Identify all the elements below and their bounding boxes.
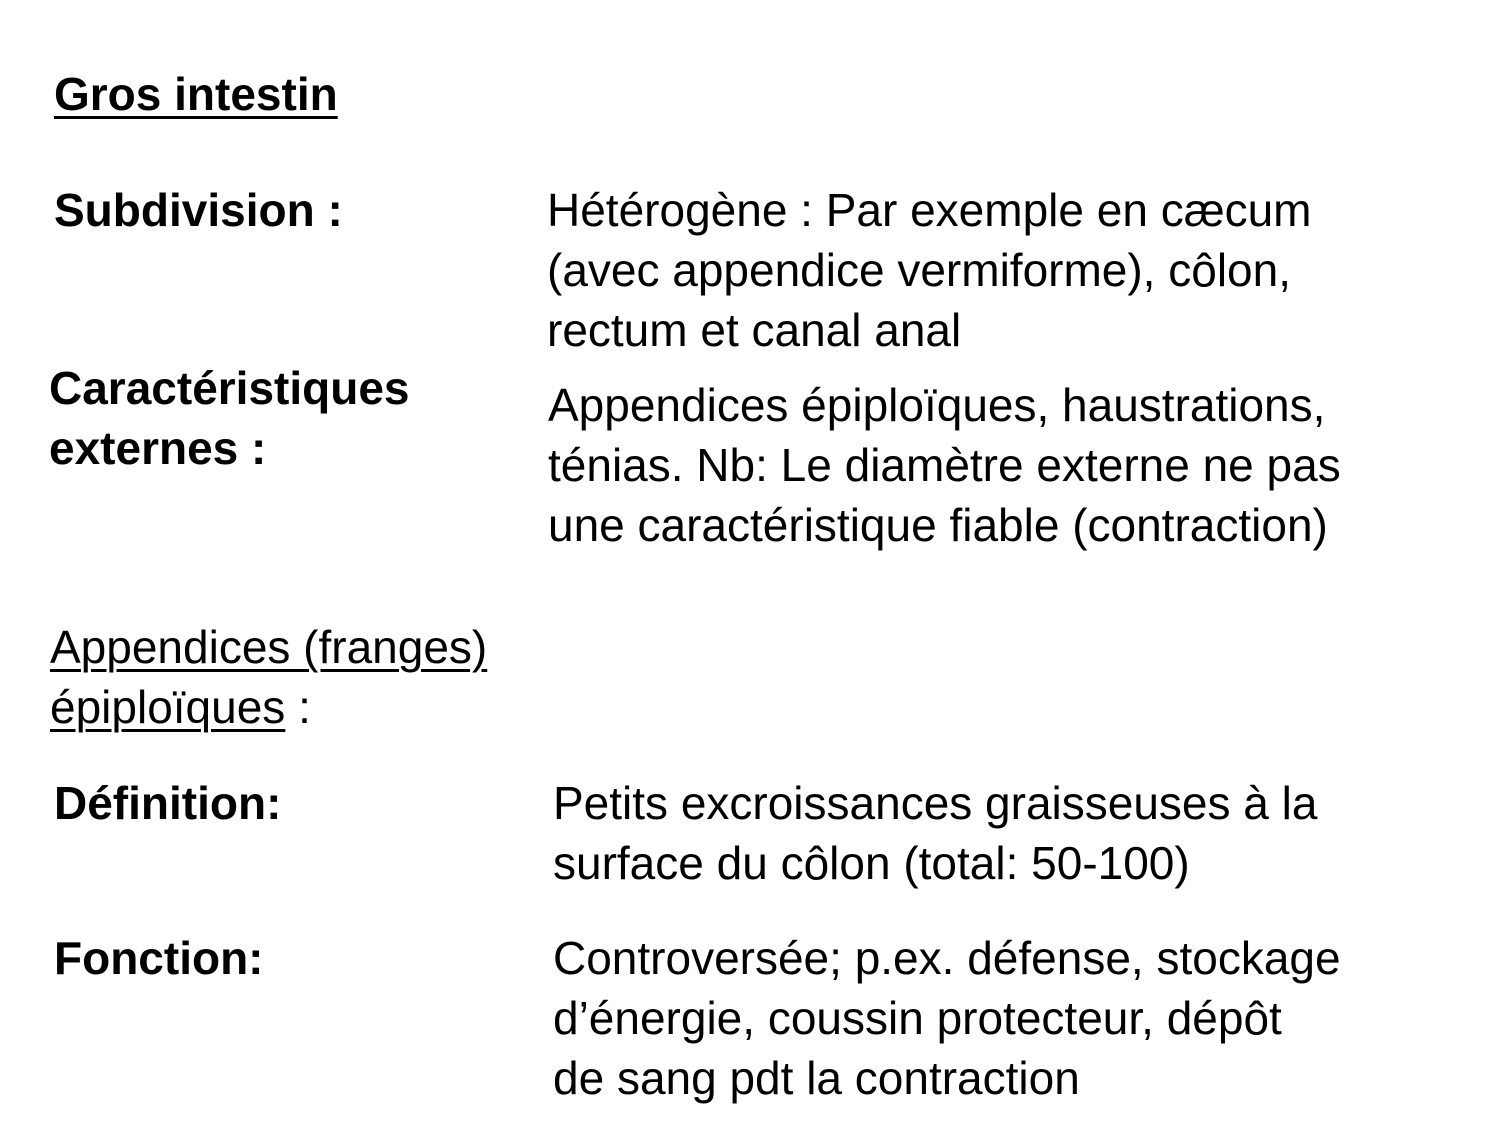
definition-line: surface du côlon (total: 50-100): [553, 837, 1190, 889]
section-heading-line: Appendices (franges): [50, 621, 488, 673]
definition-label: Définition:: [54, 777, 282, 829]
external-label-line: externes :: [49, 422, 267, 474]
function-line: Controversée; p.ex. défense, stockage: [553, 932, 1341, 984]
function-label: Fonction:: [54, 932, 264, 984]
page-title: Gros intestin: [54, 68, 338, 120]
external-characteristics-text: [548, 375, 1341, 555]
function-line: d’énergie, coussin protecteur, dépôt: [553, 992, 1282, 1044]
section-heading-suffix: :: [285, 681, 311, 733]
definition-line: Petits excroissances graisseuses à la: [553, 777, 1318, 829]
external-label-line: Caractéristiques: [49, 362, 410, 414]
function-line: de sang pdt la contraction: [553, 1052, 1080, 1104]
external-line: ténias. Nb: Le diamètre externe ne pas: [548, 439, 1341, 491]
subdivision-line: rectum et canal anal: [547, 304, 962, 356]
section-heading-line: [50, 677, 487, 737]
section-heading: [50, 617, 487, 737]
subdivision-text: [547, 180, 1312, 360]
external-line: Appendices épiploïques, haustrations,: [548, 379, 1326, 431]
external-characteristics-label: [49, 358, 410, 478]
external-line: une caractéristique fiable (contraction): [548, 499, 1328, 551]
subdivision-line: Hétérogène : Par exemple en cæcum: [547, 184, 1312, 236]
subdivision-label: Subdivision :: [54, 184, 343, 236]
section-heading-underlined: épiploïques: [50, 681, 286, 733]
definition-text: [553, 773, 1317, 893]
subdivision-line: (avec appendice vermiforme), côlon,: [547, 244, 1291, 296]
function-text: [553, 928, 1341, 1108]
